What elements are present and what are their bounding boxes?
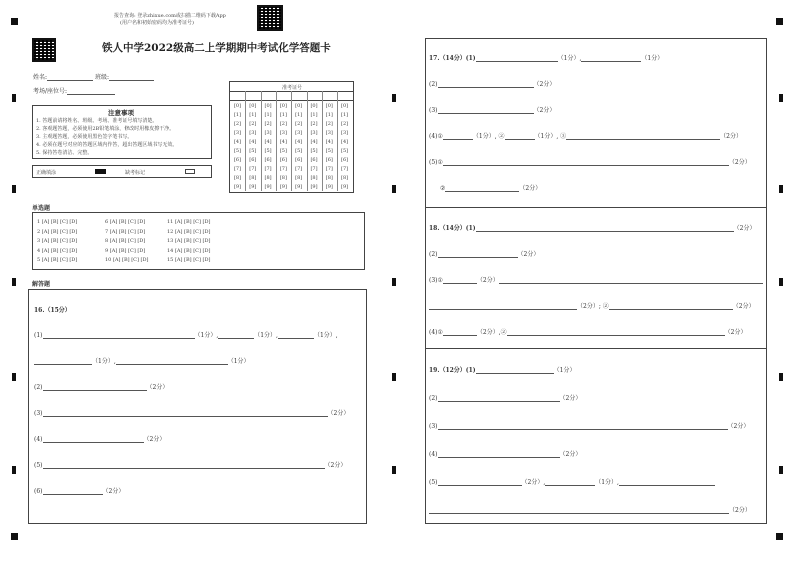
score: （2分） <box>102 488 125 495</box>
q16-part4 <box>34 434 165 443</box>
q19-part4 <box>429 449 581 458</box>
exam-id-bubble[interactable]: [9] <box>295 184 303 190</box>
answer-blank[interactable] <box>438 423 728 430</box>
exam-id-bubble[interactable]: [3] <box>249 130 257 136</box>
exam-id-bubble[interactable]: [8] <box>233 175 242 181</box>
timing-mark <box>779 185 783 193</box>
exam-id-bubble[interactable]: [4] <box>279 139 287 145</box>
mc-question-row[interactable]: 10 [A] [B] [C] [D] <box>105 257 149 263</box>
answer-blank[interactable] <box>218 332 254 339</box>
exam-id-bubble[interactable]: [8] <box>264 175 272 181</box>
corner-mark <box>11 533 18 540</box>
notice-item: 1. 答题前请将姓名、班级、考场、准考证号填写清楚。 <box>36 118 158 124</box>
answer-blank[interactable] <box>438 395 560 402</box>
q17-part4 <box>429 131 742 140</box>
exam-id-bubble[interactable]: [8] <box>295 175 303 181</box>
score: （1分） <box>553 367 576 374</box>
q17-p5b-label: ② <box>440 185 446 192</box>
mc-question-row[interactable]: 8 [A] [B] [C] [D] <box>105 238 146 244</box>
q16-head: 16.（15分） <box>34 307 71 314</box>
exam-id-bubble[interactable]: [1] <box>295 112 303 118</box>
exam-id-bubble[interactable]: [6] <box>341 157 349 163</box>
timing-mark <box>392 466 396 474</box>
name-field[interactable] <box>47 74 93 81</box>
exam-id-bubble[interactable]: [3] <box>325 130 333 136</box>
q16-p3-label: (3) <box>34 410 43 417</box>
score: （1分） <box>227 358 250 365</box>
notice-item: 2. 客观题答题，必须使用2B铅笔填涂，修改时用橡皮擦干净。 <box>36 126 175 132</box>
exam-id-bubble[interactable]: [9] <box>310 184 318 190</box>
timing-mark <box>12 94 16 102</box>
exam-id-bubble[interactable]: [2] <box>249 121 257 127</box>
exam-id-bubble[interactable]: [9] <box>249 184 257 190</box>
score: （2分） <box>729 507 751 514</box>
timing-mark <box>779 278 783 286</box>
answer-blank[interactable] <box>43 488 103 495</box>
q19-part5 <box>429 477 715 486</box>
exam-id-bubble[interactable]: [7] <box>279 166 287 172</box>
mc-question-row[interactable]: 4 [A] [B] [C] [D] <box>37 247 78 254</box>
exam-id-bubble[interactable]: [6] <box>279 157 287 163</box>
exam-id-bubble[interactable]: [9] <box>233 184 242 190</box>
score: （2分） <box>727 423 750 430</box>
report-notice-sub: (用户名和初始密码均为准考证号) <box>120 20 194 26</box>
score: （2分）, <box>521 479 546 486</box>
answer-blank[interactable] <box>499 277 763 284</box>
timing-mark <box>12 185 16 193</box>
answer-blank[interactable] <box>619 479 715 486</box>
exam-id-bubble[interactable]: [4] <box>233 139 242 145</box>
answer-blank[interactable] <box>581 55 641 62</box>
mc-question-row[interactable]: 6 [A] [B] [C] [D] <box>105 219 146 225</box>
q17-head: 17.（14分）(1) <box>429 55 476 62</box>
q19-part5b <box>429 505 751 514</box>
right-answer-column <box>425 38 767 524</box>
notice-item: 5. 保持答卷清洁、完整。 <box>36 150 93 156</box>
answer-blank[interactable] <box>438 251 518 258</box>
answer-blank[interactable] <box>116 358 228 365</box>
exam-id-bubble[interactable]: [9] <box>264 184 272 190</box>
timing-mark <box>392 373 396 381</box>
exam-id-bubble[interactable]: [8] <box>341 175 349 181</box>
exam-id-bubble[interactable]: [5] <box>279 148 287 154</box>
q17-p2-label: (2) <box>429 81 438 88</box>
exam-id-bubble[interactable]: [0] <box>249 103 257 109</box>
q18-p4-label: (4)① <box>429 329 443 336</box>
exam-id-bubble[interactable]: [4] <box>264 139 272 145</box>
answer-blank[interactable] <box>443 329 477 336</box>
exam-id-bubble[interactable]: [7] <box>310 166 318 172</box>
exam-id-bubble[interactable]: [2] <box>264 121 272 127</box>
q19-part1 <box>429 365 575 374</box>
notice-title: 注意事项 <box>108 109 134 117</box>
exam-id-bubble[interactable]: [8] <box>279 175 287 181</box>
score: （2分） <box>559 395 582 402</box>
exam-id-bubble[interactable]: [7] <box>249 166 257 172</box>
answer-blank[interactable] <box>438 479 522 486</box>
score: （2分） <box>720 133 742 140</box>
q19-p5-label: (5) <box>429 479 438 486</box>
timing-mark <box>392 94 396 102</box>
qr-code-icon <box>32 38 56 62</box>
exam-id-bubble[interactable]: [0] <box>310 103 318 109</box>
exam-id-bubble[interactable]: [7] <box>295 166 303 172</box>
score: （2分） <box>324 462 347 469</box>
score: （1分）, ③ <box>534 133 567 140</box>
exam-id-bubble[interactable]: [5] <box>341 148 349 154</box>
mc-question-row[interactable]: 2 [A] [B] [C] [D] <box>37 228 78 235</box>
q18-part3 <box>429 275 763 284</box>
exam-id-bubble[interactable]: [8] <box>325 175 333 181</box>
exam-id-bubble[interactable]: [4] <box>325 139 333 145</box>
mc-question-row[interactable]: 12 [A] [B] [C] [D] <box>167 228 211 235</box>
timing-mark <box>779 373 783 381</box>
exam-id-bubble[interactable]: [2] <box>279 121 287 127</box>
q16-p1-label: (1) <box>34 332 43 339</box>
answer-blank[interactable] <box>609 303 733 310</box>
score: （2分） <box>146 384 169 391</box>
mc-question-row[interactable]: 3 [A] [B] [C] [D] <box>37 238 78 244</box>
exam-id-bubble[interactable]: [1] <box>233 112 242 118</box>
exam-id-bubble[interactable]: [7] <box>341 166 349 172</box>
exam-id-bubble[interactable]: [4] <box>295 139 303 145</box>
exam-id-bubble[interactable]: [1] <box>279 112 287 118</box>
q19-part3 <box>429 421 749 430</box>
q16-part1 <box>34 330 338 339</box>
filled-box-icon <box>95 169 106 174</box>
q19-p4-label: (4) <box>429 451 438 458</box>
answer-blank[interactable] <box>505 133 535 140</box>
q17-part3 <box>429 105 555 114</box>
answer-blank[interactable] <box>43 410 328 417</box>
exam-id-bubble[interactable]: [6] <box>264 157 272 163</box>
exam-id-bubble[interactable]: [4] <box>310 139 318 145</box>
exam-id-grid[interactable] <box>230 102 353 192</box>
answer-blank[interactable] <box>429 507 729 514</box>
exam-id-bubble[interactable]: [0] <box>279 103 287 109</box>
q16-p4-label: (4) <box>34 436 43 443</box>
exam-id-bubble[interactable]: [8] <box>249 175 257 181</box>
q18-p3-label: (3)① <box>429 277 443 284</box>
exam-id-bubble[interactable]: [2] <box>295 121 303 127</box>
exam-id-bubble[interactable]: [6] <box>310 157 318 163</box>
exam-id-bubble[interactable]: [0] <box>295 103 303 109</box>
exam-id-bubble[interactable]: [8] <box>310 175 318 181</box>
mc-question-row[interactable]: 7 [A] [B] [C] [D] <box>105 228 146 235</box>
q19-head: 19.（12分）(1) <box>429 367 476 374</box>
q18-part2 <box>429 249 539 258</box>
exam-id-bubble[interactable]: [0] <box>325 103 333 109</box>
timing-mark <box>392 278 396 286</box>
mc-question-row[interactable]: 14 [A] [B] [C] [D] <box>167 247 211 254</box>
answer-blank[interactable] <box>43 462 325 469</box>
score: （1分）, ② <box>472 133 505 140</box>
exam-id-bubble[interactable]: [5] <box>310 148 318 154</box>
score: （2分）; ② <box>577 303 609 310</box>
mc-question-row[interactable]: 5 [A] [B] [C] [D] <box>37 257 78 263</box>
score: （2分） <box>533 107 556 114</box>
q16-part5 <box>34 460 346 469</box>
q16-p2-label: (2) <box>34 384 43 391</box>
q16-p6-label: (6) <box>34 488 43 495</box>
score: （2分） <box>733 225 756 232</box>
answer-blank[interactable] <box>438 81 534 88</box>
corner-mark <box>776 533 783 540</box>
exam-id-box <box>229 81 354 193</box>
score: （1分）, <box>92 358 116 365</box>
timing-mark <box>12 278 16 286</box>
exam-id-bubble[interactable]: [1] <box>249 112 257 118</box>
report-notice: 报告查询: 登录zhixue.com或扫描二维码下载App <box>114 13 226 19</box>
class-label: 班级: <box>95 74 110 81</box>
answer-blank[interactable] <box>445 185 519 192</box>
exam-id-bubble[interactable]: [7] <box>233 166 242 172</box>
page-title: 铁人中学2022级高二上学期期中考试化学答题卡 <box>102 42 331 54</box>
score: （1分）, <box>595 479 619 486</box>
exam-id-bubble[interactable]: [5] <box>325 148 333 154</box>
notice-item: 4. 必须在题号对应的答题区域内作答，超出答题区域书写无效。 <box>36 142 178 148</box>
answer-blank[interactable] <box>443 133 473 140</box>
score: （2分） <box>143 436 166 443</box>
exam-id-bubble[interactable]: [0] <box>264 103 272 109</box>
score: （2分） <box>559 451 582 458</box>
q18-part4 <box>429 327 746 336</box>
q16-part1b <box>34 356 250 365</box>
q16-p5-label: (5) <box>34 462 43 469</box>
q16-part3 <box>34 408 349 417</box>
name-label: 姓名: <box>33 74 48 81</box>
exam-id-bubble[interactable]: [2] <box>233 121 242 127</box>
seat-row <box>33 86 115 95</box>
q17-part1 <box>429 53 663 62</box>
mc-question-row[interactable]: 13 [A] [B] [C] [D] <box>167 238 211 244</box>
answer-blank[interactable] <box>545 479 595 486</box>
q16-box <box>28 289 367 524</box>
timing-mark <box>779 94 783 102</box>
q19-p3-label: (3) <box>429 423 438 430</box>
q18-p2-label: (2) <box>429 251 438 258</box>
exam-id-bubble[interactable]: [1] <box>341 112 349 118</box>
score: （1分）, <box>557 55 582 62</box>
exam-id-bubble[interactable]: [5] <box>264 148 272 154</box>
answer-blank[interactable] <box>507 329 725 336</box>
score: （2分） <box>476 277 499 284</box>
correct-fill-label: 正确填涂 <box>36 170 57 176</box>
exam-id-bubble[interactable]: [4] <box>249 139 257 145</box>
exam-id-bubble[interactable]: [9] <box>341 184 349 190</box>
exam-id-bubble[interactable]: [2] <box>310 121 318 127</box>
exam-id-bubble[interactable]: [1] <box>310 112 318 118</box>
answer-blank[interactable] <box>43 332 195 339</box>
exam-id-bubble[interactable]: [6] <box>249 157 257 163</box>
q18-part1 <box>429 223 755 232</box>
q17-p4-label: (4)① <box>429 133 443 140</box>
answer-blank[interactable] <box>429 303 577 310</box>
q17-part5b <box>440 183 541 192</box>
mc-question-row[interactable]: 15 [A] [B] [C] [D] <box>167 257 211 263</box>
exam-id-bubble[interactable]: [2] <box>325 121 333 127</box>
score: （2分） <box>517 251 540 258</box>
class-field[interactable] <box>109 74 154 81</box>
mc-section-label: 单选题 <box>32 205 51 212</box>
exam-id-bubble[interactable]: [5] <box>295 148 303 154</box>
corner-mark <box>11 18 18 25</box>
exam-id-title: 准考证号 <box>282 85 303 91</box>
answer-blank[interactable] <box>443 159 729 166</box>
q18-head: 18.（14分）(1) <box>429 225 476 232</box>
answer-blank[interactable] <box>43 436 144 443</box>
answer-blank[interactable] <box>566 133 720 140</box>
mc-box <box>32 212 365 270</box>
timing-mark <box>779 466 783 474</box>
answer-blank[interactable] <box>34 358 92 365</box>
exam-id-bubble[interactable]: [0] <box>233 103 242 109</box>
notice-box <box>32 105 212 159</box>
answer-blank[interactable] <box>443 277 477 284</box>
exam-id-bubble[interactable]: [6] <box>295 157 303 163</box>
exam-id-bubble[interactable]: [3] <box>233 130 242 136</box>
score: （2分） <box>732 303 755 310</box>
exam-id-bubble[interactable]: [1] <box>264 112 272 118</box>
timing-mark <box>392 185 396 193</box>
q18-part3b <box>429 301 755 310</box>
score: （1分）, <box>194 332 219 339</box>
exam-id-bubble[interactable]: [6] <box>233 157 242 163</box>
q16-part2 <box>34 382 168 391</box>
exam-id-bubble[interactable]: [3] <box>310 130 318 136</box>
score: （2分） <box>327 410 350 417</box>
absent-label: 缺考标记 <box>125 170 146 176</box>
answer-blank[interactable] <box>438 451 560 458</box>
exam-id-bubble[interactable]: [5] <box>233 148 242 154</box>
mc-question-row[interactable]: 9 [A] [B] [C] [D] <box>105 247 146 254</box>
timing-mark <box>12 466 16 474</box>
answer-blank[interactable] <box>476 225 734 232</box>
mc-question-row[interactable]: 1 [A] [B] [C] [D] <box>37 219 78 225</box>
exam-id-bubble[interactable]: [1] <box>325 112 333 118</box>
answer-blank[interactable] <box>476 367 554 374</box>
exam-id-bubble[interactable]: [7] <box>325 166 333 172</box>
answer-blank[interactable] <box>43 384 147 391</box>
q17-part5 <box>429 157 751 166</box>
q19-p2-label: (2) <box>429 395 438 402</box>
notice-item: 3. 主观题答题，必须使用黑色签字笔书写。 <box>36 134 133 140</box>
score: （2分）,② <box>476 329 507 336</box>
exam-id-bubble[interactable]: [6] <box>325 157 333 163</box>
exam-id-bubble[interactable]: [5] <box>249 148 257 154</box>
score: （1分）, <box>313 332 338 339</box>
answers-section-label: 解答题 <box>32 281 51 288</box>
student-name-row <box>33 72 154 81</box>
answer-blank[interactable] <box>278 332 314 339</box>
score: （2分） <box>724 329 747 336</box>
answer-blank[interactable] <box>476 55 558 62</box>
seat-field[interactable] <box>67 88 115 95</box>
score: （2分） <box>519 185 542 192</box>
fill-example-box <box>32 165 212 178</box>
corner-mark <box>776 18 783 25</box>
answer-blank[interactable] <box>438 107 534 114</box>
mc-question-row[interactable]: 11 [A] [B] [C] [D] <box>167 219 211 225</box>
exam-id-bubble[interactable]: [3] <box>341 130 349 136</box>
exam-id-bubble[interactable]: [3] <box>264 130 272 136</box>
exam-id-bubble[interactable]: [3] <box>279 130 287 136</box>
exam-id-bubble[interactable]: [9] <box>325 184 333 190</box>
q17-p5-label: (5)① <box>429 159 443 166</box>
exam-id-bubble[interactable]: [3] <box>295 130 303 136</box>
q17-p3-label: (3) <box>429 107 438 114</box>
q19-part2 <box>429 393 581 402</box>
score: （2分） <box>728 159 751 166</box>
absent-checkbox[interactable] <box>185 169 195 174</box>
exam-id-bubble[interactable]: [2] <box>341 121 349 127</box>
exam-id-bubble[interactable]: [7] <box>264 166 272 172</box>
score: （2分） <box>533 81 556 88</box>
q16-part6 <box>34 486 124 495</box>
seat-label: 考场/座位号: <box>33 88 68 95</box>
qr-code-icon <box>257 5 283 31</box>
score: （1分） <box>641 55 664 62</box>
exam-id-bubble[interactable]: [4] <box>341 139 349 145</box>
q17-part2 <box>429 79 555 88</box>
exam-id-bubble[interactable]: [9] <box>279 184 287 190</box>
timing-mark <box>12 373 16 381</box>
exam-id-bubble[interactable]: [0] <box>341 103 349 109</box>
score: （1分）, <box>254 332 278 339</box>
